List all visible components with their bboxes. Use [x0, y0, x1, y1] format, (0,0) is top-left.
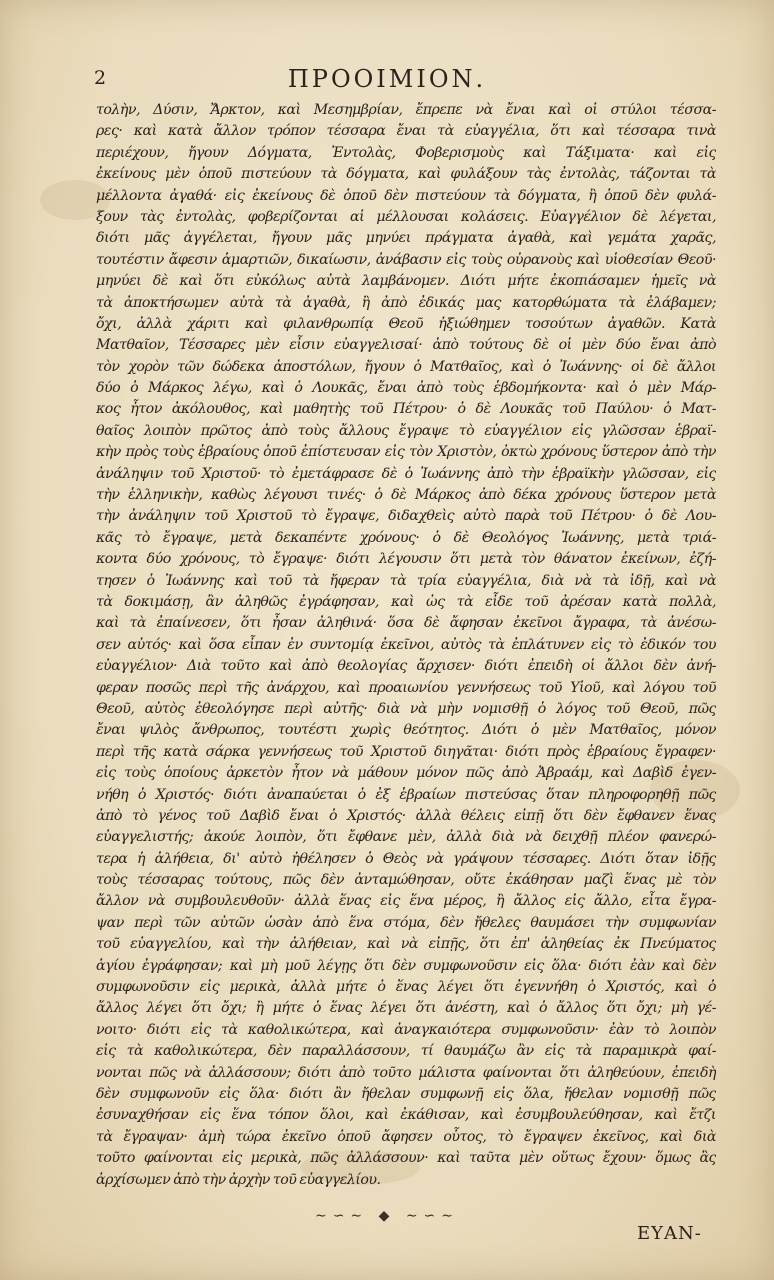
text-line: ξουν τὰς ἐντολὰς, φοβερίζονται αἱ μέλλουσαι κολάσεις. Εὐαγγέλιον δὲ λέγεται,: [96, 208, 716, 225]
text-line: ἐσυναχθήσαν εἰς ἕνα τόπον ὅλοι, καὶ ἐκάθισαν, καὶ ἐσυμβουλεύθησαν, καὶ ἔτζι: [96, 1107, 716, 1124]
text-line: κος ἦτον ἀκόλουθος, καὶ μαθητὴς τοῦ Πέτρου· ὁ δὲ Λουκᾶς τοῦ Παύλου· ὁ Ματ-: [96, 401, 716, 418]
text-line: εἰς τοὺς ὁποίους ἀρκετὸν ἦτον νὰ μάθουν μόνον πῶς ἀπὸ Ἀβραάμ, καὶ Δαβὶδ ἐγεν-: [96, 765, 716, 782]
text-line: εὐαγγελιστής; ἀκούε λοιπὸν, ὅτι ἔφθανε μὲν, ἀλλὰ διὰ νὰ δειχθῇ πλέον φανερώ-: [96, 829, 716, 846]
text-line: κὴν πρὸς τοὺς ἑβραίους ὁποῦ ἐπίστευσαν εἰς τὸν Χριστὸν, ὀκτὼ χρόνους ὕστερον ἀπὸ τὴν: [96, 444, 716, 461]
text-line: ἔναι ψιλὸς ἄνθρωπος, τουτέστι χωρὶς θεότητος. Διότι ὁ μὲν Ματθαῖος, μόνον: [96, 722, 716, 739]
text-line: τησεν ὁ Ἰωάννης καὶ τοῦ τὰ ἤφεραν τὰ τρία εὐαγγέλια, διὰ νὰ τὰ ἰδῇ, καὶ νὰ: [96, 572, 716, 589]
text-line: εἰς τὰ καθολικώτερα, δὲν παραλλάσσουν, τί θαυμάζω ἂν εἰς τὰ παραμικρὰ φαί-: [96, 1043, 716, 1060]
page-number: 2: [94, 67, 107, 89]
text-line: τοῦ εὐαγγελίου, καὶ τὴν ἀλήθειαν, καὶ νὰ εἰπῇς, ὅτι ἐπ' ἀληθείας ἐκ Πνεύματος: [96, 936, 716, 953]
text-line: διότι μᾶς ἀγγέλεται, ἤγουν μᾶς μηνύει πράγματα ἀγαθὰ, καὶ γεμάτα χαρᾶς,: [96, 230, 716, 247]
text-line: τὸν χορὸν τῶν δώδεκα ἀποστόλων, ἤγουν ὁ Ματθαῖος, καὶ ὁ Ἰωάννης· οἱ δὲ ἄλλοι: [96, 358, 716, 375]
text-line: ἀπὸ τὸ γένος τοῦ Δαβὶδ ἔναι ὁ Χριστός· ἀλλὰ θέλεις εἰπῇ ὅτι δὲν ἔφθανεν ἕνας: [96, 807, 716, 824]
text-line: Ματθαῖον, Τέσσαρες μὲν εἶσιν εὐαγγελισαί· ἀπὸ τούτους δὲ οἱ μὲν δύο ἔναι ἀπὸ: [96, 337, 716, 354]
text-line: μηνύει δὲ καὶ ὅτι εὐκόλως αὐτὰ λαμβάνομεν. Διότι μήτε ἐκοπιάσαμεν ἡμεῖς νὰ: [96, 273, 716, 290]
text-line: τὰ ἀποκτήσωμεν αὐτὰ τὰ ἀγαθὰ, ἢ ἀπὸ ἐδικάς μας κατορθώματα τὰ ἐλάβαμεν;: [96, 294, 716, 311]
text-line: τὰ ἔγραψαν· ἀμὴ τώρα ἐκεῖνο ὁποῦ ἄφησεν οὗτος, τὸ ἔγραψεν ἐκεῖνος, καὶ διὰ: [96, 1128, 716, 1145]
text-line: ἀνάληψιν τοῦ Χριστοῦ· τὸ ἐμετάφρασε δὲ ὁ Ἰωάννης ἀπὸ τὴν ἑβραϊκὴν γλῶσσαν, εἰς: [96, 465, 716, 482]
text-line: ρες· καὶ κατὰ ἄλλον τρόπον τέσσαρα ἔναι τὰ εὐαγγέλια, ὅτι καὶ τέσσαρα τινὰ: [96, 123, 716, 140]
text-line: φεραν ποσῶς περὶ τῆς ἀνάρχου, καὶ προαιωνίου γεννήσεως τοῦ Υἱοῦ, καὶ λόγου τοῦ: [96, 679, 716, 696]
text-line: τερα ἡ ἀλήθεια, δι' αὐτὸ ἠθέλησεν ὁ Θεὸς νὰ γράψουν τέσσαρες. Διότι ὅταν ἰδῇς: [96, 850, 716, 867]
text-line: τοῦτο φαίνονται εἰς μερικὰ, πῶς ἀλλάσσουν· καὶ ταῦτα μὲν οὕτως ἔχουν· ὅμως ἂς: [96, 1150, 716, 1167]
text-line: ὄχι, ἀλλὰ χάριτι καὶ φιλανθρωπίᾳ Θεοῦ ἠξιώθημεν τοσούτων ἀγαθῶν. Κατὰ: [96, 315, 716, 332]
text-line: ἐκείνους μὲν ὁποῦ πιστεύουν τὰ δόγματα, καὶ φυλάξουν τὰς ἐντολὰς, τάζονται τὰ: [96, 166, 716, 183]
catchword: ΕΥΑΝ-: [637, 1223, 702, 1244]
text-line: εὐαγγέλιον· Διὰ τοῦτο καὶ ἀπὸ θεολογίας ἄρχισεν· διότι ἐπειδὴ οἱ ἄλλοι δὲν ἀνή-: [96, 658, 716, 675]
text-line: κᾶς τὸ ἔγραψε, μετὰ δεκαπέντε χρόνους· ὁ δὲ Θεολόγος Ἰωάννης, μετὰ τριά-: [96, 529, 716, 546]
text-line: περὶ τῆς κατὰ σάρκα γεννήσεως τοῦ Χριστοῦ διηγᾶται· διότι πρὸς ἑβραίους ἔγραφεν·: [96, 743, 716, 760]
text-line: δὲν συμφωνοῦν εἰς ὅλα· διότι ἂν ἤθελαν συμφωνῇ εἰς ὅλα, ἤθελαν νομισθῇ πῶς: [96, 1085, 716, 1102]
text-line: τὴν ἑλληνικὴν, καθὼς λέγουσι τινές· ὁ δὲ Μάρκος ἀπὸ δέκα χρόνους ὕστερον μετὰ: [96, 487, 716, 504]
body-text: [96, 100, 716, 1191]
text-line: ἄλλος λέγει ὅτι ὄχι; ἢ μήτε ὁ ἕνας λέγει ὅτι ἀνέστη, καὶ ὁ ἄλλος ὅτι ὄχι; μὴ γέ-: [96, 1000, 716, 1017]
text-line: ἁγίου ἐγράφησαν; καὶ μὴ μοῦ λέγῃς ὅτι δὲν συμφωνοῦσιν εἰς ὅλα· διότι ἐὰν καὶ δὲν: [96, 957, 716, 974]
text-line: τὰ δοκιμάσῃ, ἂν ἀληθῶς ἐγράφησαν, καὶ ὡς τὰ εἶδε τοῦ ἀρέσαν κατὰ πολλὰ,: [96, 593, 716, 610]
text-line: μέλλοντα ἀγαθά· εἰς ἐκείνους δὲ ὁποῦ δὲν πιστεύουν τὰ δόγματα, ἢ ὁποῦ δὲν φυλά-: [96, 187, 716, 204]
text-line: τὴν ἀνάληψιν τοῦ Χριστοῦ τὸ ἔγραψε, διδαχθεὶς αὐτὸ παρὰ τοῦ Πέτρου· ὁ δὲ Λου-: [96, 508, 716, 525]
text-line: ἄλλον νὰ συμβουλευθοῦν· ἀλλὰ ἕνας εἰς ἕνα μέρος, ἢ ἄλλος εἰς ἄλλο, εἶτα ἔγρα-: [96, 893, 716, 910]
text-line: νήθη ὁ Χριστός· διότι ἀναπαύεται ὁ ἐξ ἑβραίων πιστεύσας ὅταν πληροφορηθῇ πῶς: [96, 786, 716, 803]
text-line: ἀρχίσωμεν ἀπὸ τὴν ἀρχὴν τοῦ εὐαγγελίου.: [96, 1171, 381, 1188]
text-line: νονται πῶς νὰ ἀλλάσσουν; διότι ἀπὸ τοῦτο μάλιστα φαίνονται ὅτι ἀληθεύουν, ἐπειδὴ: [96, 1064, 716, 1081]
text-line: περιέχουν, ἤγουν Δόγματα, Ἐντολὰς, Φοβερισμοὺς καὶ Τάξιματα· καὶ εἰς: [96, 144, 716, 161]
text-line: τοὺς τέσσαρας τούτους, πῶς δὲν ἀνταμώθησαν, οὔτε ἐκάθησαν μαζὶ ἕνας μὲ τὸν: [96, 872, 716, 889]
text-line: τολὴν, Δύσιν, Ἄρκτον, καὶ Μεσημβρίαν, ἔπρεπε νὰ ἔναι καὶ οἱ στύλοι τέσσα-: [96, 102, 716, 118]
text-line: συμφωνοῦσιν εἰς μερικὰ, ἀλλὰ μήτε ὁ ἕνας λέγει ὅτι ἐγεννήθη ὁ Χριστός, καὶ ὁ: [96, 979, 716, 996]
text-line: ψαν περὶ τῶν αὐτῶν ὡσὰν ἀπὸ ἕνα στόμα, δὲν ἤθελες θαυμάσει τὴν συμφωνίαν: [96, 914, 716, 931]
text-line: θαῖος λοιπὸν πρῶτος ἀπὸ τοὺς ἄλλους ἔγραψε τὸ εὐαγγέλιον εἰς γλῶσσαν ἑβραϊ-: [96, 422, 716, 439]
text-line: δύο ὁ Μάρκος λέγω, καὶ ὁ Λουκᾶς, ἔναι ἀπὸ τοὺς ἑβδομήκοντα· καὶ ὁ μὲν Μάρ-: [96, 380, 716, 397]
text-line: Θεοῦ, αὐτὸς ἐθεολόγησε περὶ αὐτῆς· διὰ νὰ μὴν νομισθῇ ὁ λόγος τοῦ Θεοῦ, πῶς: [96, 700, 716, 717]
running-head: ΠΡΟΟΙΜΙΟΝ.: [287, 65, 487, 93]
text-line: καὶ τὰ ἐπαίνεσεν, ὅτι ἦσαν ἀληθινά· ὅσα δὲ ἄφησαν ἐκεῖνοι ἄγραφα, τὰ ἀνέσω-: [96, 615, 716, 632]
text-line: νοιτο· διότι εἰς τὰ καθολικώτερα, καὶ ἀναγκαιότερα συμφωνοῦσιν· ἐὰν τὸ λοιπὸν: [96, 1021, 716, 1038]
text-line: τουτέστιν ἄφεσιν ἁμαρτιῶν, δικαίωσιν, ἀνάβασιν εἰς τοὺς οὐρανοὺς καὶ υἱοθεσίαν Θεοῦ·: [96, 251, 716, 268]
text-line: κοντα δύο χρόνους, τὸ ἔγραψε· διότι λέγουσιν ὅτι μετὰ τὸν θάνατον ἐκείνων, ἐζή-: [96, 551, 716, 568]
text-line: σεν αὐτός· καὶ ὅσα εἶπαν ἐν συντομίᾳ ἐκεῖνοι, αὐτὸς τὰ ἐπλάτυνεν εἰς τὸ ἐδικόν του: [96, 636, 716, 653]
ornament-divider: ∼∽∼ ◆ ∼∽∼: [314, 1208, 460, 1224]
